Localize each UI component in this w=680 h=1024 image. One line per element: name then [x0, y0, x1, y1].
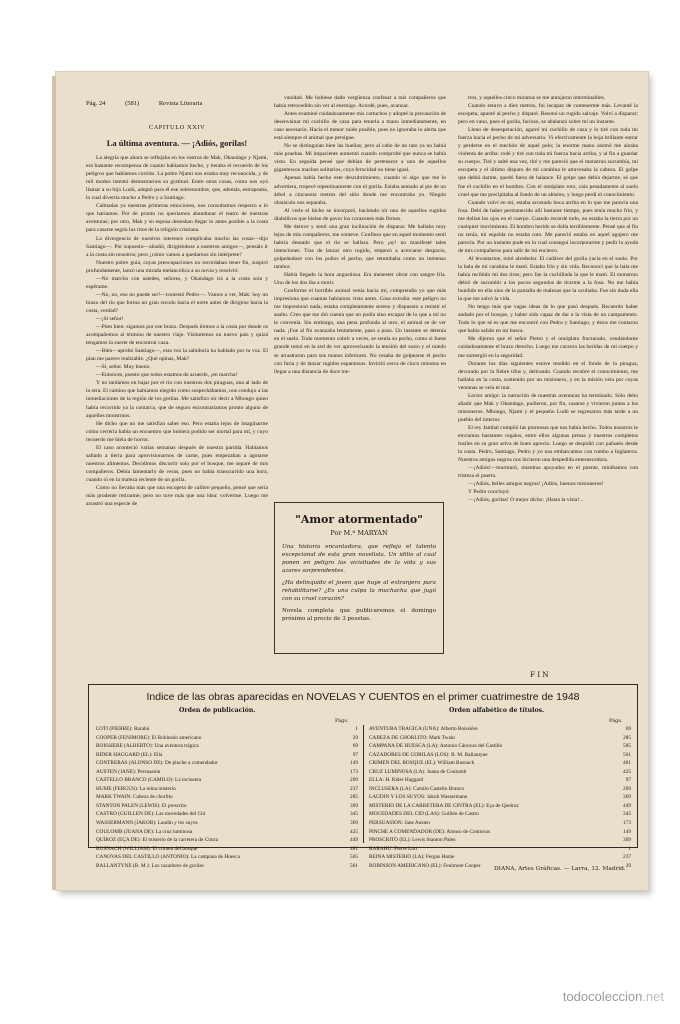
- index-entry-page: 29: [625, 862, 631, 869]
- index-entry: [96, 751, 358, 760]
- index-entry-title: CONTRERAS (ALONSO DE): De pinche a comendador: [96, 760, 218, 767]
- index-entry-title: BALLANTYNE (R. M.): Los cazadores de gorilas: [96, 862, 204, 869]
- index-entry-page: 149: [623, 828, 631, 835]
- index-entry-page: 345: [623, 811, 631, 818]
- index-entry-title: CAZADORES DE GORILAS (LOS): R. M. Ballantyne: [369, 751, 488, 758]
- index-entry-page: 369: [623, 794, 631, 801]
- text-column-2: [274, 94, 446, 499]
- index-entry: [369, 776, 631, 785]
- index-entry: [369, 768, 631, 777]
- index-entry-title: MARK TWAIN: Cabeza de chorlito: [96, 794, 173, 801]
- text-column-1: [86, 116, 268, 681]
- index-entry-page: 237: [350, 785, 358, 792]
- index-entry: [369, 751, 631, 760]
- index-entry-page: 1: [355, 726, 358, 732]
- index-entry-title: PINCHE A COMENDADOR (DE): Alonso de Contreras: [369, 828, 490, 835]
- index-entry-page: 449: [623, 802, 631, 809]
- index-entry-page: 237: [623, 854, 631, 861]
- index-entry-page: 29: [352, 734, 358, 741]
- paragraph: —¡Adiós, belles amigos negros! ¡Adiós, buenos misioneros!: [468, 481, 604, 488]
- index-entry-page: 97: [352, 751, 358, 758]
- index-entry: [369, 810, 631, 819]
- index-entry: [96, 828, 358, 837]
- column-1-body: [86, 154, 268, 508]
- watermark-brand: todocoleccion: [562, 989, 643, 1004]
- index-entry-page: 561: [350, 862, 358, 869]
- paragraph: Antes examiné cuidadosamente mis cartuchos y adopté la precaución de desenvainar mi cuchillo de caza para tenerla a mano inmediatamente, en caso necesario. Hacía el menor ruido posible, pues no ignoraba lo alerta que está siempre el animal que persigue.: [274, 111, 446, 142]
- index-entry-title: CAMPANA DE HUESCA (LA): Antonio Cánovas del Castillo: [369, 743, 503, 750]
- index-entry-title: CRIMEN DEL BOSQUE (EL): William Busnach: [369, 760, 475, 767]
- index-entry-page: 285: [350, 794, 358, 801]
- watermark-logo: [563, 989, 664, 1004]
- paragraph: Lector amigo: la narración de nuestras aventuras ha terminado. Sólo debo añadir que Mak y Okandago, pudieron, por fin, casarse y vivieron juntos a los misioneros. Mbongo, Njami y el pequeño Ludú se regresaron más tarde a un pueblo del interior.: [458, 392, 638, 423]
- index-entry-title: RIDER HAGGARD (EL): Ella: [96, 751, 163, 758]
- index-entry: [96, 810, 358, 819]
- index-entry: [96, 768, 358, 777]
- index-entry-page: 149: [350, 760, 358, 767]
- index-entry-title: MISTERIO DE LA CARRETERA DE CINTRA (EL): Eça de Queiroz: [369, 802, 519, 809]
- index-entry-title: AVENTURA TRAGICA (UNA): Alberto Boissière: [369, 726, 478, 732]
- index-entry: [369, 836, 631, 845]
- index-entry-page: 173: [623, 820, 631, 827]
- index-list-publication-order: [96, 725, 358, 870]
- index-entry: [369, 785, 631, 794]
- paragraph: —Bien—aprobó Santiago—, esta vez la sabiduría ha hablado por tu voz. El plan me parece realizable. ¿Qué opinas, Mak?: [86, 348, 268, 363]
- paragraph: —Sí, señor. Muy bueno.: [96, 364, 151, 371]
- index-entry-title: ROBINSON AMERICANO (EL): Fenimore Cooper: [369, 862, 481, 869]
- index-entry-title: CASTELLO BRANCO (CAMILO): La inclusera: [96, 777, 202, 784]
- paragraph: Al verle el bicho se incorporó, haciendo oír uno de aquellos rugidos diabólicos que hielan de pavor los corazones más firmes.: [274, 207, 446, 222]
- index-entry-page: 1: [628, 845, 631, 852]
- index-entry-title: QUIROZ (EÇA DE): El misterio de la carretera de Cintra: [96, 837, 218, 844]
- printer-footer: DIANA, Artes Gráficas. — Larra, 12. Madrid.: [494, 866, 626, 872]
- paragraph: El caso aconteció varias semanas después de nuestra partida. Habíamos saltado a tierra para aprovisionarnos de carne, pues empezaban a agotarse nuestros alimentos. Decidimos discurrir solo por el bosque, me separé de mis compañeros. Debía lamentarlo de veras, pues no había transcurrido una hora, cuando oí en la maleza reciente de un gorila.: [86, 444, 268, 483]
- index-left-heading: Orden de publicación.: [179, 707, 256, 714]
- index-entry-title: BUSNACH (WILLIAM): El crimen del bosque: [96, 845, 198, 852]
- paragraph: —Entonces, puesto que todos estamos de acuerdo, ¡en marcha!: [96, 372, 238, 379]
- index-entry-page: 209: [350, 777, 358, 784]
- paragraph: Había llegado la hora angustiosa. Era menester obrar con sangre fría. Uno de los dos iba a morir.: [274, 272, 446, 287]
- paragraph: Cuando estuvo a diez metros, fui incapaz de contenerme más. Levanté la escopeta, apunté al pecho y disparé. Resonó un rugido salvaje. Volví a disparar; pero en vano, pues el gorila, furioso, se abalanzó sobre mí un instante.: [458, 103, 638, 126]
- index-entry-title: HUME (FERGUS): La reina misterio: [96, 785, 176, 792]
- paragraph: Me detuve y sentí una gran inclinación de disparar. Me hallaba muy lejos de mis compañeros, me conteve. Confieso que en aquel momento sentí habría deseado que el río se hallara. Pero ¡ay! no manifesté tales intenciones. Tras de lanzar otro rugido, empezó a acercarse despacio, golpeándose con los puños el pecho, que retumbaba como un inmenso tambor.: [274, 223, 446, 270]
- index-entry-title: RARAHU: Pierre Loti: [369, 845, 417, 852]
- index-entry-title: CASTRO (GUILLEN DE): Las mocedades del Cid: [96, 811, 206, 818]
- index-entry-page: 561: [623, 751, 631, 758]
- paragraph: No se distinguían bien las huellas; pero al cabo de un rato ya no había más pruebas. Mi impaciente aumentó cuando comprobé que nunca se había visto. En seguida pensé que debían de pertenecer a uno de aquellos gigantescos machos solitarios, cuya ferocidad no tiene igual.: [274, 143, 446, 174]
- paragraph: Conforme el horrible animal venía hacia mí, comprendía yo que más impresiona que cuantas habíamos visto antes. Cosa extraña: este peligro no me impresionó nada; estaba completamente sereno y dispuesto a resistir el asalto. Creo que me dió cuenta que no podía sino escapar de lo que a mí no le convenía. Sin embargo, una pena profunda al otro, el animal se de ver nada. ¡Fue al fin avanzaba lentamente, paso a paso. Un instante se detenía en el suelo. Todo momento cubrir a veces, se sentía su pecho, como si fuese grande tomó en la sed de ver aprovechando la tensión del susto y el miedo se arrastraron para sus manos inferiores. No cesaba de golpearse el pecho con furia y de lanzar rugidos espantosos. Invirtió cerca de cinco minutos en llegar a una distancia de doce me-: [274, 288, 446, 375]
- index-entry: [96, 862, 358, 871]
- index-entry-page: 449: [350, 837, 358, 844]
- index-entry: [96, 785, 358, 794]
- index-entry-title: LAUDIN Y LOS SUYOS: Jakob Wassermann: [369, 794, 468, 801]
- index-entry: [369, 802, 631, 811]
- publication-name: Revista Literaria: [158, 100, 203, 107]
- paragraph: —¡Adiós!—murmuró, mientras apoyados en el puente, mirábamos con tristeza el puerto.: [458, 465, 638, 480]
- index-entry-title: MOCEDADES DEL CID (LAS): Guillén de Castro: [369, 811, 479, 818]
- index-entry-page: 345: [350, 811, 358, 818]
- index-entry-title: REINA MISTERIO (LA): Fergus Hume: [369, 854, 455, 861]
- paragraph: He dicho que no me satisfizo saber eso. Pero estaba lejos de imaginarme cómo cerrería había un encuentro que hubiera podido ser mortal para mí, y cuyo recuerdo me hiela de horror.: [86, 420, 268, 443]
- index-entry-page: 481: [350, 845, 358, 852]
- index-entry-page: 505: [350, 854, 358, 861]
- ad-question: ¿Ha delinquido el joven que huye al extranjero para rehabilitarse? ¿Es una culpa la muchacha que jugó con su cruel corazón?: [282, 580, 436, 602]
- index-entry-page: 69: [352, 743, 358, 750]
- paragraph: Cuando volví en mí, estaba acostado boca arriba en lo que me parecía una fosa. Debí de haber permanecido allí bastante tiempo, pues tenía mucho frío, y me dolían los ojos en el cuerpo. Cuando recordé todo, no estaba la tierra por un cualquier movimiento. El hombro herido se dolía terriblemente. Pensé que al fin no tenía, mi espalda no estaba roto. Me pareció estaba en aquel agujero me parecía. Por un instante pude en lo cual conseguí incorporarme y pedir la ayuda de mis compañeros para salir de mi encierro.: [458, 199, 638, 254]
- index-divider: [363, 725, 364, 843]
- paragraph: tros, y aquellos cinco minutos se me antojaron interminables.: [468, 95, 606, 101]
- index-entry-title: CABEZA DE CHORLITO: Mark Twain: [369, 734, 455, 741]
- novel-advertisement: [274, 502, 444, 654]
- running-header: [86, 100, 220, 107]
- index-entry: [369, 819, 631, 828]
- column-2-body: [274, 94, 446, 376]
- paragraph: —¡Adiós, gorilas! O mejor dicho: ¡Hasta la vista!...: [468, 497, 584, 504]
- index-entry-title: STANTON PALEN (LEWIS): El prescrito: [96, 802, 187, 809]
- ad-blurb: Una historia encantadora, que refleja el talento excepcional de esta gran novelista. Un idilio al cual ponen en peligro las vicisitudes de la vida y sus azares sorprendentes.: [282, 544, 436, 574]
- paragraph: Apenas había hecho este descubrimiento, cuando oí algo que me lo advertiera, tropecé repentinamente con el gorila. Estaba sentado al pie de un árbol a cincuenta metros del sitio donde me encontraba yo. Ningún obstáculo nos separaba.: [274, 175, 446, 206]
- index-entry-page: 69: [625, 726, 631, 732]
- ad-byline: Por M.ª MARYAN: [330, 529, 388, 537]
- paragraph: —¡Sí señor!: [96, 315, 124, 322]
- index-entry-title: LOTI (PIERRE): Rarahú: [96, 726, 150, 732]
- index-entry-page: 505: [623, 743, 631, 750]
- paragraph: No tengo más que vagas ideas de lo que pasó después. Recuerdo haber andado por el bosque, y haber sido capaz de dar a la vista de un campamento. Todo lo que sé es que me encontré con Pedro y Santiago, y éstos me contaron que había salido en mi busca.: [458, 304, 638, 335]
- index-entry-title: CRUZ LUMINOSA (LA): Juana de Coulomb: [369, 768, 467, 775]
- chapter-label: CAPITULO XXIV: [148, 124, 206, 131]
- index-entry: [96, 759, 358, 768]
- index-left-pag-label: Págs.: [335, 718, 349, 724]
- index-entry: [96, 802, 358, 811]
- page-label: Pág. 24: [86, 100, 106, 107]
- paragraph: Lleno de desesperación, agarré mi cuchillo de caza y lo tiré con toda mi fuerza hacia el pecho de mi adversario. Vi efectivamente la hoja brillante entrar y perderse en el mechón de aquel pelo; la enorme mano asomó me alzaba violenta de arriba: rodé y tiré con toda mi fuerza hacia arriba, y al fin a guardar su cuerpo. Tiré y salté una vez, tiré y me pareció que el monstruo sucumbía, mi escopeta y el último disparo de mi carabina le atravesaba la cabeza. El golpe que debió darme, quedó fuera de balance. El golpe que debía dejarme, sé que fue el cuchillo en el hombro. Con el omóplato roto, caía pesadamente al suelo cruel que me precipitaba al fondo de un abismo, y luego perdí el conocimiento.: [458, 127, 638, 198]
- paragraph: vanidad. Me hubiese dado vergüenza confesar a mis compañeros que había retrocedido sin ver al enemigo. Acordé, pues, avanzar.: [274, 95, 446, 110]
- index-entry-page: 285: [623, 734, 631, 741]
- index-entry-page: 209: [623, 785, 631, 792]
- paragraph: Nuestro pobre guía, cuyas preocupaciones no recordaban tener fin, suspiró profundamente, lanzó una mirada melancólica a su novia y resolvió:: [86, 259, 268, 274]
- paragraph: Me dijeron que el señor Pietro y el omóplato fracturado, vendándome cuidadosamente el brazo derecho. Luego me curaron las heridas de mi cuerpo y me sumergió en la seguridad.: [458, 336, 638, 359]
- paragraph: Como no llevaba más que una escopeta de calibre pequeño, pensé que sería más prudente retirarme; pero no tuve más que una idea: volverme. Luego me arrastró una especie de: [86, 484, 268, 508]
- magazine-page: [56, 72, 648, 890]
- paragraph: —Pues bien: sigamos por ese brazo. Después iremos a la costa por donde os acompañemos al término de nuestro viaje. Visitaremos un nuevo país y quizá tengamos la suerte de encontrar caza.: [86, 324, 268, 347]
- index-entry-page: 309: [623, 837, 631, 844]
- index-entry: [96, 725, 358, 734]
- index-entry: [96, 853, 358, 862]
- index-right-heading: Orden alfabético de títulos.: [449, 707, 545, 714]
- index-entry: [369, 853, 631, 862]
- paragraph: La divergencia de nuestros intereses complicaba mucho las cosas—dijo Santiago—. Por supuesto—añadió, dirigiéndose a nuestros amigos—, pensáis ir a la costa sin nosotros; pero ¿cómo vamos a quedarnos sin intérprete?: [86, 235, 268, 258]
- index-entry-page: 309: [350, 802, 358, 809]
- index-entry: [96, 836, 358, 845]
- paragraph: —No marcho con ustedes, señores, y Okandago irá a la costa sola y espérame.: [86, 275, 268, 290]
- paragraph: Durante los días siguientes estuve tendido en el fondo de la piragua, devorado por la fiebre tifus y, delirando. Cuando recobré el conocimiento, me hallaba en la costa, sostenido por un misionero, y en la misión veía por cuyas ventanas se veía el mar.: [458, 360, 638, 391]
- index-entry-title: BOISSIERE (ALBERTO): Una aventura trágica: [96, 743, 199, 750]
- index-entry: [96, 793, 358, 802]
- index-entry-page: 369: [350, 820, 358, 827]
- paragraph: Y no tardamos en bajar por el río con nuestros dos piraguas, una al lado de la otra. El camino que habíamos elegido como sospechábamos, nos condujo a las inmediaciones de la región de los gorilas. Me satisfizo oír decir a Mbongo quien había recorrido ya la comarca, que de seguro encontraríamos pronto alguno de aquellos monstruos.: [86, 380, 268, 419]
- index-entry: [96, 776, 358, 785]
- index-entry-title: ELLA: H. Rider Haggard: [369, 777, 424, 784]
- index-entry-title: COOPER (FENIMORE): El Robinsón americano: [96, 734, 202, 741]
- index-entry: [96, 742, 358, 751]
- index-right-pag-label: Págs.: [609, 718, 623, 724]
- index-entry: [96, 734, 358, 743]
- index-entry-title: INCLUSERA (LA): Camilo Castello Branco: [369, 785, 465, 792]
- index-title: Indice de las obras aparecidas en NOVELAS Y CUENTOS en el primer cuatrimestre de 1948: [146, 691, 580, 703]
- paragraph: Al levantarme, miré alrededor. El cadáver del gorila yacía en el suelo. Por la bala de mi carabina le mató. Estaba frío y sin vida. Reconocí que la bala me había recibido mi dos tiros; pero fue la cuchillada la que le mató. El monstruo debió de sucumbir a los pocos segundos de tirarme a la fosa. No me había hundido en ella sino de la pantalla de malezas que la ocultaba. Fue sin duda ella la que me salvó la vida.: [458, 255, 638, 303]
- index-entry-title: PROSCRITO (EL): Lewis Stanton Palen: [369, 837, 456, 844]
- index-entry-page: 425: [623, 768, 631, 775]
- index-entry-page: 173: [350, 768, 358, 775]
- index-list-alphabetical: [369, 725, 631, 870]
- index-entry-title: WASSERMANN (JAKOB): Laudín y los suyos: [96, 820, 198, 827]
- index-entry: [96, 819, 358, 828]
- paragraph: La alegría que ahora se reflejaba en los rostros de Mak, Okandago y Njami, era bastante recompensa de cuanto habíamos hecho, y beraba el recuerdo de los peligros que habíamos corrido. La pobre Njami nos estaba muy reconocida, y de mil modos intentó demostrarnos su gratitud. Entre otras cosas, como nos oyó llamar a su hijo Ludú, adoptó para él ese sobrenombre, que, además, estropeaba, lo cual divertía mucho a Pedro y a Santiago.: [86, 155, 268, 202]
- fin-mark: FIN: [530, 670, 551, 679]
- paragraph: Y Pedro concluyó:: [468, 489, 510, 496]
- index-entry: [369, 759, 631, 768]
- index-entry-title: COULOMB (JUANA DE): La cruz luminosa: [96, 828, 193, 835]
- index-entry: [369, 793, 631, 802]
- paragraph: Calmadas ya nuestras primeras emociones, nos consultamos respecto a lo que haríamos. Por de pronto no queríamos abandonar el teatro de nuestras aventuras; por otro, Mak y su esposa deseaban llegar lo antes posible a la costa para casarse según los ritos de la religión cristiana.: [86, 203, 268, 234]
- ad-note: Novela completa que publicaremos el domingo próximo al precio de 3 pesetas.: [282, 608, 436, 622]
- ad-title: "Amor atormentado": [295, 513, 423, 526]
- index-entry-page: 481: [623, 760, 631, 767]
- index-entry: [369, 734, 631, 743]
- index-entry-title: AUSTEN (JANE): Persuasión: [96, 768, 161, 775]
- index-entry: [369, 742, 631, 751]
- paragraph: —No, no, eso no puede ser!—contestó Pedro—. Vamos a ver, Mak: hoy un brazo del río que forma un gran recodo hacia el norte antes de dirigirse hacia la costa, verdad?: [86, 291, 268, 314]
- column-3-body: [458, 94, 638, 504]
- paragraph: El rey Jambal cumplió las promesas que nos había hecho. Todos nosotros le enviamos bastantes regalos, entre ellos algunas presas y nuestros completos fusiles en su gran selva de buen aprecio. Luego se despidió con pañuelo desde la costa. Pedro, Santiago, Pedro y yo nos embarcamos con rumbo a Inglaterra. Nuestros amigos negros nos hicieron una despedida enternecedora.: [458, 424, 638, 464]
- index-entry-title: PERSUASION: Jane Austen: [369, 820, 430, 827]
- text-column-3: [458, 94, 638, 669]
- index-entry-page: 97: [625, 777, 631, 784]
- index-entry-title: CANOVAS DEL CASTILLO (ANTONIO): La campana de Huesca: [96, 854, 240, 861]
- index-entry: [96, 845, 358, 854]
- index-entry: [369, 725, 631, 734]
- watermark-tld: .net: [642, 989, 664, 1004]
- issue-number: (581): [125, 100, 140, 107]
- index-entry: [369, 845, 631, 854]
- index-entry: [369, 828, 631, 837]
- index-entry-page: 425: [350, 828, 358, 835]
- chapter-title: La última aventura. — ¡Adiós, gorilas!: [106, 138, 248, 149]
